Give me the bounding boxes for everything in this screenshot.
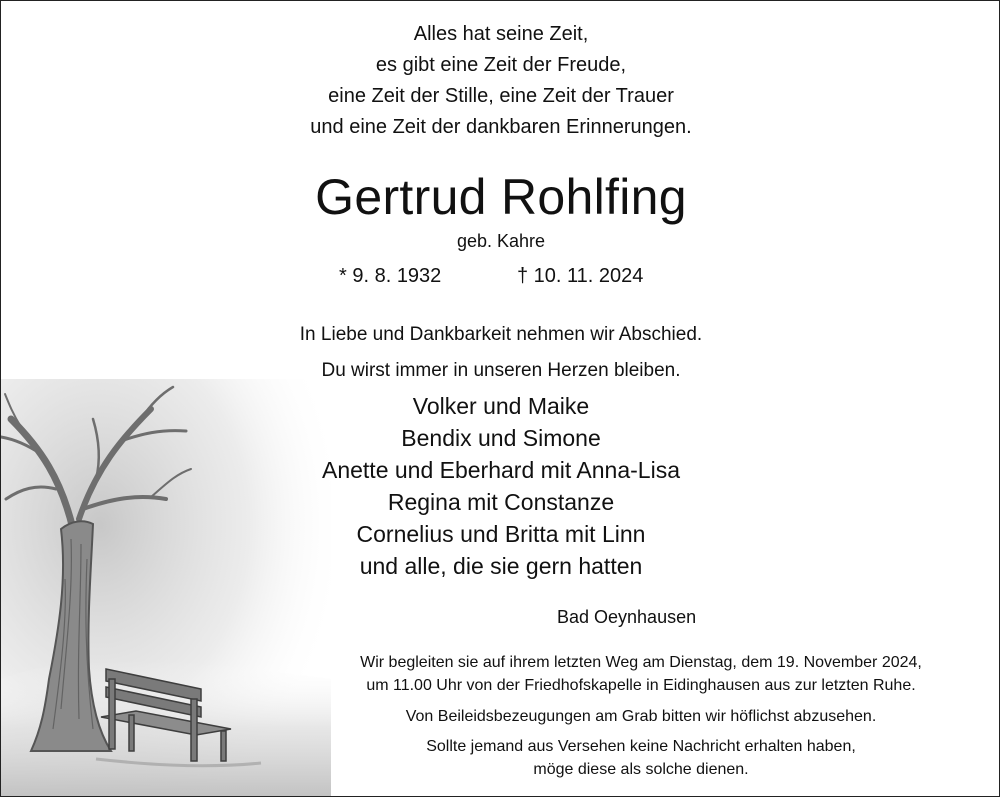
condolence-note: Von Beileidsbezeugungen am Grab bitten wir höflichst abzusehen.: [405, 708, 877, 725]
birth-name: geb. Kahre: [456, 231, 546, 251]
notice-note: [301, 735, 981, 781]
funeral-line: Wir begleiten sie auf ihrem letzten Weg am Dienstag, dem 19. November 2024,: [360, 654, 922, 671]
family-member: und alle, die sie gern hatten: [359, 553, 643, 579]
family-member: Bendix und Simone: [401, 425, 601, 451]
funeral-line: um 11.00 Uhr von der Friedhofskapelle in Eidinghausen aus zur letzten Ruhe.: [366, 677, 916, 694]
farewell-line: Du wirst immer in unseren Herzen bleiben.: [321, 360, 681, 381]
deceased-name: Gertrud Rohlfing: [315, 169, 687, 225]
family-member: Regina mit Constanze: [387, 489, 615, 515]
family-member: Volker und Maike: [412, 393, 590, 419]
funeral-info: [301, 651, 981, 697]
farewell-text: [1, 317, 1000, 389]
birth-date: * 9. 8. 1932: [339, 265, 442, 287]
farewell-line: In Liebe und Dankbarkeit nehmen wir Abschied.: [299, 324, 703, 345]
notice-line: möge diese als solche dienen.: [533, 761, 749, 778]
poem-verse: [1, 19, 1000, 143]
family-member: Cornelius und Britta mit Linn: [356, 521, 646, 547]
poem-line: eine Zeit der Stille, eine Zeit der Trauer: [328, 85, 674, 107]
death-date: † 10. 11. 2024: [517, 265, 644, 287]
place-name: Bad Oeynhausen: [557, 607, 697, 627]
family-list: [1, 390, 1000, 582]
notice-line: Sollte jemand aus Versehen keine Nachricht erhalten haben,: [426, 738, 856, 755]
poem-line: und eine Zeit der dankbaren Erinnerungen.: [310, 116, 692, 138]
poem-line: Alles hat seine Zeit,: [413, 23, 589, 45]
poem-line: es gibt eine Zeit der Freude,: [375, 54, 627, 76]
family-member: Anette und Eberhard mit Anna-Lisa: [321, 457, 680, 483]
